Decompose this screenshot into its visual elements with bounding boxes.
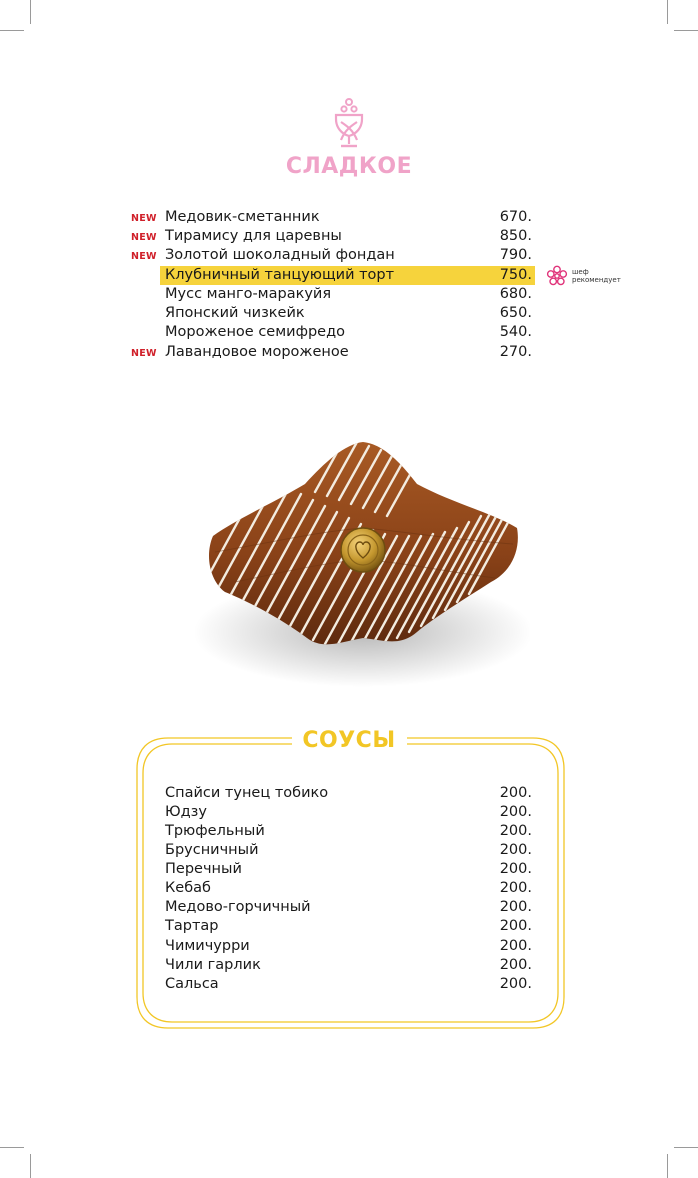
menu-item-price: 200. — [499, 880, 532, 896]
menu-item — [160, 208, 535, 227]
menu-item — [160, 841, 535, 860]
menu-item-price: 200. — [499, 785, 532, 801]
menu-item — [160, 304, 535, 323]
menu-item-name: Золотой шоколадный фондан — [165, 247, 395, 263]
menu-item-name: Медово-горчичный — [165, 899, 311, 915]
menu-item-name: Чили гарлик — [165, 957, 261, 973]
crop-mark — [667, 0, 668, 24]
menu-item — [160, 975, 535, 994]
new-badge: NEW — [131, 251, 157, 262]
menu-item — [160, 343, 535, 362]
menu-item-highlighted — [160, 266, 535, 285]
menu-item-price: 850. — [499, 228, 532, 244]
menu-item — [160, 956, 535, 975]
menu-item-price: 200. — [499, 957, 532, 973]
menu-item-price: 200. — [499, 842, 532, 858]
menu-item — [160, 285, 535, 304]
menu-item-price: 200. — [499, 899, 532, 915]
menu-item-price: 670. — [499, 209, 532, 225]
crop-mark — [0, 1147, 24, 1148]
dessert-photo — [195, 432, 530, 692]
crop-mark — [30, 1154, 31, 1178]
menu-item — [160, 822, 535, 841]
new-badge: NEW — [131, 213, 157, 224]
crop-mark — [30, 0, 31, 24]
menu-item-name: Лавандовое мороженое — [165, 344, 349, 360]
menu-item-name: Тирамису для царевны — [165, 228, 342, 244]
crop-mark — [674, 30, 698, 31]
menu-item-name: Клубничный танцующий торт — [165, 267, 395, 283]
menu-item — [160, 803, 535, 822]
menu-item-price: 540. — [499, 324, 532, 340]
flower-icon — [546, 265, 568, 287]
crop-mark — [0, 30, 24, 31]
chef-label-line1: шеф — [572, 268, 589, 276]
menu-item — [160, 227, 535, 246]
menu-item-price: 750. — [499, 267, 532, 283]
menu-item — [160, 879, 535, 898]
crop-mark — [667, 1154, 668, 1178]
section-title-sweet: СЛАДКОЕ — [285, 154, 413, 179]
menu-item-price: 650. — [499, 305, 532, 321]
new-badge: NEW — [131, 232, 157, 243]
menu-item-name: Перечный — [165, 861, 242, 877]
menu-item-name: Мусс манго-маракуйя — [165, 286, 332, 302]
menu-item — [160, 917, 535, 936]
menu-item-price: 200. — [499, 918, 532, 934]
menu-item — [160, 937, 535, 956]
menu-item — [160, 898, 535, 917]
menu-item-price: 200. — [499, 804, 532, 820]
crop-mark — [674, 1147, 698, 1148]
section-title-sauces — [0, 728, 698, 753]
menu-item-name: Юдзу — [165, 804, 207, 820]
sauce-title-text: СОУСЫ — [292, 728, 405, 753]
menu-item-price: 270. — [499, 344, 532, 360]
menu-item — [160, 784, 535, 803]
menu-item-price: 680. — [499, 286, 532, 302]
menu-item-price: 200. — [499, 938, 532, 954]
menu-item — [160, 860, 535, 879]
menu-item-name: Кебаб — [165, 880, 211, 896]
menu-item-name: Чимичурри — [165, 938, 250, 954]
menu-item-price: 200. — [499, 823, 532, 839]
menu-item-name: Японский чизкейк — [165, 305, 305, 321]
chef-recommends-text — [572, 268, 621, 284]
menu-item — [160, 246, 535, 265]
menu-item-name: Брусничный — [165, 842, 259, 858]
chef-recommends-badge — [546, 265, 636, 289]
menu-item-name: Сальса — [165, 976, 219, 992]
menu-item-name: Медовик-сметанник — [165, 209, 320, 225]
menu-item-price: 790. — [499, 247, 532, 263]
menu-item-name: Спайси тунец тобико — [165, 785, 329, 801]
new-badge: NEW — [131, 348, 157, 359]
chef-label-line2: рекомендует — [572, 276, 621, 284]
menu-item — [160, 323, 535, 342]
menu-item-price: 200. — [499, 861, 532, 877]
menu-item-name: Трюфельный — [165, 823, 265, 839]
menu-item-name: Мороженое семифредо — [165, 324, 345, 340]
dessert-glass-icon — [331, 98, 367, 150]
menu-item-name: Тартар — [165, 918, 219, 934]
menu-item-price: 200. — [499, 976, 532, 992]
